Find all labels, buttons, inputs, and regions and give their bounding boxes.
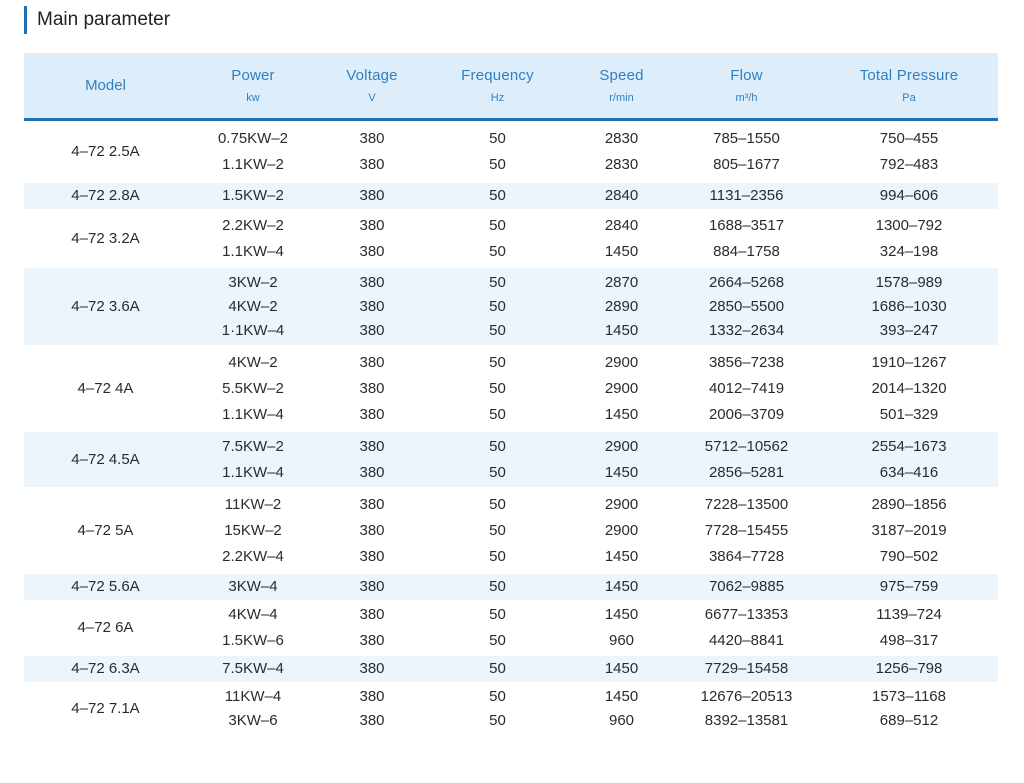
voltage-value: 380 xyxy=(359,156,385,174)
flow-value: 7728–15455 xyxy=(704,521,789,539)
cell-voltage xyxy=(319,209,425,268)
header-flow-unit: m³/h xyxy=(735,91,758,104)
table-row xyxy=(24,656,998,682)
cell-frequency xyxy=(425,432,570,487)
total-pressure-value: 501–329 xyxy=(879,405,939,423)
model-group xyxy=(24,345,998,432)
header-voltage-label: Voltage xyxy=(346,66,398,84)
frequency-value: 50 xyxy=(489,297,506,315)
speed-value: 2900 xyxy=(604,379,639,397)
frequency-value: 50 xyxy=(489,521,506,539)
voltage-value: 380 xyxy=(359,547,385,565)
model-group xyxy=(24,209,998,268)
flow-value: 1688–3517 xyxy=(708,216,785,234)
total-pressure-value: 790–502 xyxy=(879,547,939,565)
frequency-value: 50 xyxy=(489,578,506,595)
header-power-unit: kw xyxy=(246,91,260,104)
total-pressure-value: 1686–1030 xyxy=(871,297,947,315)
table-row xyxy=(24,682,998,735)
power-value: 1.1KW–4 xyxy=(222,242,284,260)
header-total-pressure xyxy=(820,53,998,120)
model-group xyxy=(24,656,998,682)
cell-voltage xyxy=(319,268,425,345)
voltage-value: 380 xyxy=(359,606,385,623)
speed-value: 2900 xyxy=(604,353,639,371)
voltage-value: 380 xyxy=(359,711,385,729)
header-speed-unit: r/min xyxy=(609,91,634,104)
cell-voltage xyxy=(319,574,425,600)
cell-power xyxy=(187,120,319,183)
speed-value: 2830 xyxy=(604,156,639,174)
cell-voltage xyxy=(319,183,425,209)
frequency-value: 50 xyxy=(489,216,506,234)
flow-value: 12676–20513 xyxy=(700,687,793,705)
model-group xyxy=(24,600,998,656)
cell-total-pressure xyxy=(820,345,998,432)
cell-power xyxy=(187,432,319,487)
cell-total-pressure xyxy=(820,574,998,600)
cell-voltage xyxy=(319,345,425,432)
cell-speed xyxy=(570,600,673,656)
flow-value: 884–1758 xyxy=(713,242,780,260)
power-value: 7.5KW–4 xyxy=(222,660,284,677)
total-pressure-value: 324–198 xyxy=(879,242,939,260)
flow-value: 1332–2634 xyxy=(708,321,785,339)
power-value: 4KW–2 xyxy=(228,353,278,371)
flow-value: 2006–3709 xyxy=(708,405,785,423)
speed-value: 2900 xyxy=(604,495,639,513)
power-value: 15KW–2 xyxy=(224,521,282,539)
frequency-value: 50 xyxy=(489,687,506,705)
speed-value: 2830 xyxy=(604,130,639,148)
cell-flow xyxy=(673,682,820,735)
voltage-value: 380 xyxy=(359,353,385,371)
header-total-pressure-label: Total Pressure xyxy=(859,66,959,84)
power-value: 2.2KW–2 xyxy=(222,216,284,234)
model-group xyxy=(24,268,998,345)
header-total-pressure-unit: Pa xyxy=(902,91,916,104)
voltage-value: 380 xyxy=(359,437,385,455)
header-model-label: Model xyxy=(85,76,126,94)
speed-value: 1450 xyxy=(604,405,639,423)
voltage-value: 380 xyxy=(359,242,385,260)
speed-value: 960 xyxy=(608,632,635,649)
cell-flow xyxy=(673,345,820,432)
speed-value: 1450 xyxy=(604,606,639,623)
model-group xyxy=(24,183,998,209)
total-pressure-value: 750–455 xyxy=(879,130,939,148)
frequency-value: 50 xyxy=(489,547,506,565)
cell-speed xyxy=(570,183,673,209)
flow-value: 6677–13353 xyxy=(704,606,789,623)
cell-voltage xyxy=(319,120,425,183)
model-group xyxy=(24,432,998,487)
flow-value: 785–1550 xyxy=(713,130,780,148)
frequency-value: 50 xyxy=(489,353,506,371)
flow-value: 7062–9885 xyxy=(708,578,785,595)
header-power xyxy=(187,53,319,120)
voltage-value: 380 xyxy=(359,687,385,705)
speed-value: 2900 xyxy=(604,437,639,455)
flow-value: 805–1677 xyxy=(713,156,780,174)
cell-speed xyxy=(570,120,673,183)
power-value: 4KW–4 xyxy=(228,606,278,623)
power-value: 0.75KW–2 xyxy=(217,130,289,148)
table-row xyxy=(24,574,998,600)
cell-power xyxy=(187,268,319,345)
power-value: 3KW–2 xyxy=(228,273,278,291)
cell-model: 4–72 2.8A xyxy=(24,183,187,209)
cell-total-pressure xyxy=(820,600,998,656)
power-value: 3KW–6 xyxy=(228,711,278,729)
voltage-value: 380 xyxy=(359,495,385,513)
cell-model: 4–72 4A xyxy=(77,379,134,397)
speed-value: 1450 xyxy=(604,547,639,565)
frequency-value: 50 xyxy=(489,660,506,677)
cell-model: 4–72 6A xyxy=(77,619,134,636)
frequency-value: 50 xyxy=(489,606,506,623)
table-row xyxy=(24,268,998,345)
total-pressure-value: 3187–2019 xyxy=(871,521,947,539)
cell-frequency xyxy=(425,268,570,345)
cell-power xyxy=(187,600,319,656)
cell-flow xyxy=(673,656,820,682)
cell-power xyxy=(187,345,319,432)
power-value: 3KW–4 xyxy=(228,578,278,595)
speed-value: 2890 xyxy=(604,297,639,315)
table-row xyxy=(24,345,998,432)
voltage-value: 380 xyxy=(359,297,385,315)
speed-value: 2870 xyxy=(604,273,639,291)
table-row xyxy=(24,600,998,656)
total-pressure-value: 393–247 xyxy=(879,321,939,339)
frequency-value: 50 xyxy=(489,437,506,455)
flow-value: 8392–13581 xyxy=(704,711,789,729)
cell-flow xyxy=(673,209,820,268)
cell-total-pressure xyxy=(820,120,998,183)
power-value: 1.1KW–4 xyxy=(222,463,284,481)
total-pressure-value: 1256–798 xyxy=(875,660,943,677)
table-row xyxy=(24,120,998,183)
total-pressure-value: 975–759 xyxy=(879,578,939,595)
voltage-value: 380 xyxy=(359,660,385,677)
total-pressure-value: 1139–724 xyxy=(876,606,942,623)
header-voltage-unit: V xyxy=(368,91,376,104)
model-group xyxy=(24,574,998,600)
cell-model: 4–72 5A xyxy=(77,521,134,539)
total-pressure-value: 1578–989 xyxy=(875,273,943,291)
header-frequency xyxy=(425,53,570,120)
cell-frequency xyxy=(425,487,570,574)
cell-voltage xyxy=(319,432,425,487)
flow-value: 7729–15458 xyxy=(704,660,789,677)
cell-frequency xyxy=(425,574,570,600)
header-model xyxy=(24,53,187,120)
cell-total-pressure xyxy=(820,656,998,682)
header-speed xyxy=(570,53,673,120)
voltage-value: 380 xyxy=(359,578,385,595)
cell-speed xyxy=(570,268,673,345)
cell-voltage xyxy=(319,487,425,574)
cell-speed xyxy=(570,574,673,600)
header-voltage xyxy=(319,53,425,120)
cell-power xyxy=(187,487,319,574)
flow-value: 4420–8841 xyxy=(708,632,785,649)
cell-frequency xyxy=(425,600,570,656)
cell-flow xyxy=(673,574,820,600)
frequency-value: 50 xyxy=(489,130,506,148)
cell-total-pressure xyxy=(820,268,998,345)
cell-frequency xyxy=(425,120,570,183)
header-power-label: Power xyxy=(231,66,275,84)
frequency-value: 50 xyxy=(489,273,506,291)
total-pressure-value: 689–512 xyxy=(879,711,939,729)
main-parameter-table xyxy=(24,53,998,735)
flow-value: 1131–2356 xyxy=(709,187,784,204)
header-frequency-unit: Hz xyxy=(490,91,505,104)
flow-value: 5712–10562 xyxy=(704,437,789,455)
frequency-value: 50 xyxy=(489,711,506,729)
frequency-value: 50 xyxy=(489,321,506,339)
header-flow-label: Flow xyxy=(730,66,763,84)
cell-power xyxy=(187,656,319,682)
flow-value: 2850–5500 xyxy=(708,297,785,315)
flow-value: 7228–13500 xyxy=(704,495,789,513)
power-value: 1.5KW–2 xyxy=(222,187,284,204)
cell-voltage xyxy=(319,682,425,735)
frequency-value: 50 xyxy=(489,242,506,260)
speed-value: 1450 xyxy=(604,242,639,260)
table-row xyxy=(24,209,998,268)
total-pressure-value: 994–606 xyxy=(879,187,939,204)
voltage-value: 380 xyxy=(359,521,385,539)
total-pressure-value: 2554–1673 xyxy=(871,437,947,455)
cell-model: 4–72 3.2A xyxy=(71,229,140,247)
frequency-value: 50 xyxy=(489,495,506,513)
speed-value: 1450 xyxy=(604,687,639,705)
power-value: 11KW–4 xyxy=(224,687,282,705)
power-value: 1.1KW–2 xyxy=(222,156,284,174)
cell-frequency xyxy=(425,682,570,735)
speed-value: 2900 xyxy=(604,521,639,539)
cell-total-pressure xyxy=(820,682,998,735)
cell-total-pressure xyxy=(820,487,998,574)
header-flow xyxy=(673,53,820,120)
voltage-value: 380 xyxy=(359,273,385,291)
cell-model: 4–72 5.6A xyxy=(24,574,187,600)
frequency-value: 50 xyxy=(489,405,506,423)
table-row xyxy=(24,487,998,574)
total-pressure-value: 498–317 xyxy=(879,632,939,649)
power-value: 4KW–2 xyxy=(228,297,278,315)
cell-flow xyxy=(673,183,820,209)
voltage-value: 380 xyxy=(359,632,385,649)
frequency-value: 50 xyxy=(489,156,506,174)
model-group xyxy=(24,487,998,574)
cell-flow xyxy=(673,120,820,183)
total-pressure-value: 634–416 xyxy=(879,463,939,481)
table-header xyxy=(24,53,998,120)
power-value: 5.5KW–2 xyxy=(222,379,284,397)
speed-value: 960 xyxy=(608,711,635,729)
cell-model: 4–72 4.5A xyxy=(24,432,187,487)
speed-value: 1450 xyxy=(604,660,639,677)
speed-value: 1450 xyxy=(604,463,639,481)
cell-speed xyxy=(570,209,673,268)
cell-speed xyxy=(570,682,673,735)
cell-model: 4–72 2.5A xyxy=(71,143,140,161)
cell-flow xyxy=(673,487,820,574)
cell-speed xyxy=(570,345,673,432)
frequency-value: 50 xyxy=(489,632,506,649)
flow-value: 4012–7419 xyxy=(708,379,785,397)
cell-frequency xyxy=(425,209,570,268)
cell-power xyxy=(187,682,319,735)
cell-model: 4–72 6.3A xyxy=(24,656,187,682)
cell-voltage xyxy=(319,600,425,656)
model-group xyxy=(24,682,998,735)
voltage-value: 380 xyxy=(359,187,385,204)
voltage-value: 380 xyxy=(359,321,385,339)
frequency-value: 50 xyxy=(489,463,506,481)
power-value: 1·1KW–4 xyxy=(221,321,285,339)
flow-value: 2664–5268 xyxy=(708,273,785,291)
cell-power xyxy=(187,209,319,268)
total-pressure-value: 2014–1320 xyxy=(871,379,947,397)
voltage-value: 380 xyxy=(359,379,385,397)
voltage-value: 380 xyxy=(359,130,385,148)
cell-frequency xyxy=(425,656,570,682)
power-value: 7.5KW–2 xyxy=(222,437,284,455)
cell-total-pressure xyxy=(820,432,998,487)
cell-frequency xyxy=(425,345,570,432)
cell-flow xyxy=(673,432,820,487)
total-pressure-value: 1573–1168 xyxy=(872,687,946,705)
header-speed-label: Speed xyxy=(599,66,644,84)
cell-model: 4–72 7.1A xyxy=(71,699,140,717)
table-row xyxy=(24,432,998,487)
power-value: 11KW–2 xyxy=(224,495,282,513)
total-pressure-value: 1300–792 xyxy=(875,216,943,234)
cell-speed xyxy=(570,656,673,682)
table-row xyxy=(24,183,998,209)
section-title: Main parameter xyxy=(24,6,170,34)
power-value: 1.5KW–6 xyxy=(222,632,284,649)
cell-flow xyxy=(673,600,820,656)
speed-value: 2840 xyxy=(604,187,639,204)
cell-voltage xyxy=(319,656,425,682)
flow-value: 3856–7238 xyxy=(708,353,785,371)
speed-value: 1450 xyxy=(604,321,639,339)
cell-total-pressure xyxy=(820,209,998,268)
cell-model: 4–72 3.6A xyxy=(24,268,187,345)
header-frequency-label: Frequency xyxy=(461,66,534,84)
voltage-value: 380 xyxy=(359,405,385,423)
total-pressure-value: 1910–1267 xyxy=(871,353,947,371)
total-pressure-value: 792–483 xyxy=(879,156,939,174)
cell-power xyxy=(187,183,319,209)
cell-flow xyxy=(673,268,820,345)
total-pressure-value: 2890–1856 xyxy=(871,495,947,513)
voltage-value: 380 xyxy=(359,463,385,481)
power-value: 1.1KW–4 xyxy=(222,405,284,423)
power-value: 2.2KW–4 xyxy=(222,547,284,565)
cell-speed xyxy=(570,487,673,574)
cell-speed xyxy=(570,432,673,487)
speed-value: 1450 xyxy=(604,578,639,595)
frequency-value: 50 xyxy=(489,187,506,204)
speed-value: 2840 xyxy=(604,216,639,234)
flow-value: 2856–5281 xyxy=(708,463,785,481)
cell-power xyxy=(187,574,319,600)
flow-value: 3864–7728 xyxy=(708,547,785,565)
voltage-value: 380 xyxy=(359,216,385,234)
frequency-value: 50 xyxy=(489,379,506,397)
cell-total-pressure xyxy=(820,183,998,209)
model-group xyxy=(24,120,998,183)
cell-frequency xyxy=(425,183,570,209)
